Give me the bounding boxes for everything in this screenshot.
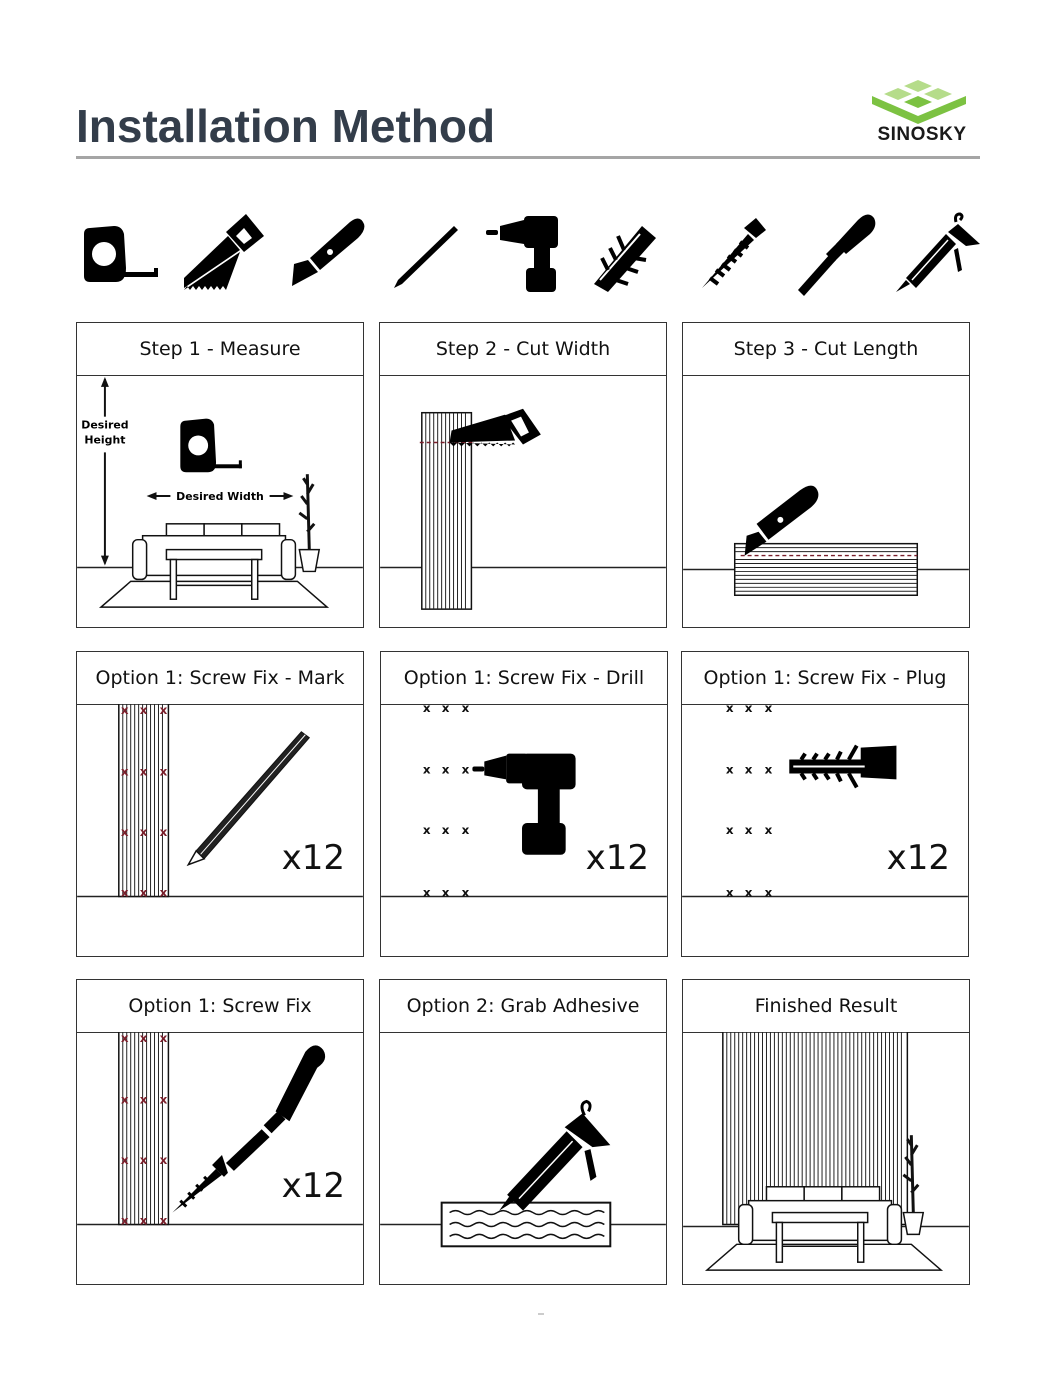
quantity-label: x12: [281, 1166, 345, 1206]
panel-title: Option 1: Screw Fix - Drill: [381, 652, 667, 705]
svg-text:x: x: [744, 822, 753, 837]
panel-screw-fix-mark: [76, 651, 364, 957]
tools-row: [76, 208, 980, 300]
svg-text:x: x: [725, 704, 734, 715]
page-title: Installation Method: [76, 100, 496, 152]
panel-step-3-cut-length: [682, 322, 970, 628]
svg-text:x: x: [139, 1032, 148, 1045]
quantity-label: x12: [585, 838, 649, 878]
plug-illustration: [682, 704, 968, 956]
panel-grab-adhesive: [379, 979, 667, 1285]
svg-text:x: x: [139, 764, 148, 779]
cordless-drill-icon: [484, 208, 574, 300]
cordless-drill-icon: [472, 754, 575, 855]
brand-name: SINOSKY: [877, 124, 967, 145]
svg-text:x: x: [725, 822, 734, 837]
svg-text:x: x: [139, 704, 148, 717]
panel-title: Option 1: Screw Fix: [77, 980, 363, 1033]
svg-text:x: x: [159, 824, 168, 839]
screw-fix-illustration: [77, 1032, 363, 1284]
panel-screw-fix: [76, 979, 364, 1285]
panel-step-1-measure: [76, 322, 364, 628]
svg-text:x: x: [422, 822, 431, 837]
svg-text:x: x: [461, 704, 470, 715]
panel-title: Option 1: Screw Fix - Mark: [77, 652, 363, 705]
svg-text:x: x: [725, 885, 734, 900]
svg-text:x: x: [139, 1152, 148, 1167]
svg-text:x: x: [159, 1213, 168, 1228]
utility-knife-icon: [280, 208, 370, 300]
panel-screw-fix-drill: [380, 651, 668, 957]
svg-text:x: x: [422, 885, 431, 900]
svg-text:x: x: [120, 764, 129, 779]
svg-text:x: x: [441, 704, 450, 715]
svg-text:x: x: [441, 762, 450, 777]
drill-illustration: [381, 704, 667, 956]
svg-text:x: x: [764, 704, 773, 715]
svg-text:x: x: [159, 1152, 168, 1167]
panel-title: Step 2 - Cut Width: [380, 323, 666, 376]
svg-text:x: x: [120, 1032, 129, 1045]
quantity-label: x12: [281, 838, 345, 878]
svg-text:x: x: [159, 885, 168, 900]
mark-illustration: [77, 704, 363, 956]
caulking-gun-icon: [499, 1101, 610, 1210]
svg-text:x: x: [159, 764, 168, 779]
svg-text:Desired Width: Desired Width: [176, 490, 264, 504]
svg-text:x: x: [422, 762, 431, 777]
svg-text:x: x: [139, 1213, 148, 1228]
quantity-label: x12: [886, 838, 950, 878]
wall-plug-icon: [789, 746, 896, 788]
panel-screw-fix-plug: [681, 651, 969, 957]
svg-text:x: x: [764, 762, 773, 777]
panel-step-2-cut-width: [379, 322, 667, 628]
screw-icon: [688, 208, 778, 300]
svg-text:x: x: [461, 885, 470, 900]
svg-text:x: x: [764, 822, 773, 837]
screw-icon: [172, 1155, 228, 1213]
screw-marks: [726, 704, 773, 899]
svg-text:Desired: Desired: [81, 418, 129, 432]
hand-saw-icon: [178, 208, 268, 300]
svg-text:x: x: [139, 824, 148, 839]
screw-marks: [423, 704, 470, 899]
cut-length-illustration: [683, 375, 969, 627]
caulking-gun-icon: [892, 208, 982, 300]
panel-title: Option 2: Grab Adhesive: [380, 980, 666, 1033]
svg-text:x: x: [725, 762, 734, 777]
panel-finished-result: [682, 979, 970, 1285]
screwdriver-icon: [226, 1045, 325, 1171]
svg-text:x: x: [139, 1092, 148, 1107]
svg-text:x: x: [159, 704, 168, 717]
svg-text:x: x: [139, 885, 148, 900]
brand-logo: [862, 74, 982, 150]
panel-title: Step 3 - Cut Length: [683, 323, 969, 376]
svg-text:x: x: [120, 704, 129, 717]
panel-title: Step 1 - Measure: [77, 323, 363, 376]
wall-plug-icon: [586, 208, 676, 300]
svg-text:x: x: [159, 1092, 168, 1107]
panel-title: Finished Result: [683, 980, 969, 1033]
finished-illustration: [683, 1032, 969, 1284]
svg-text:x: x: [120, 1152, 129, 1167]
sofa-scene-icon: [101, 524, 327, 607]
header-divider: [76, 156, 980, 159]
svg-text:x: x: [744, 704, 753, 715]
svg-text:x: x: [422, 704, 431, 715]
cut-width-illustration: [380, 375, 666, 627]
screwdriver-icon: [790, 208, 880, 300]
footer-mark: [538, 1313, 544, 1315]
pencil-icon: [382, 208, 472, 300]
logo-tiles-icon: [862, 74, 982, 124]
svg-text:x: x: [159, 1032, 168, 1045]
tape-measure-icon: [180, 419, 242, 473]
tape-measure-icon: [76, 208, 166, 300]
svg-text:x: x: [744, 885, 753, 900]
svg-text:x: x: [120, 824, 129, 839]
svg-text:x: x: [461, 762, 470, 777]
panel-title: Option 1: Screw Fix - Plug: [682, 652, 968, 705]
svg-text:Height: Height: [84, 433, 126, 447]
svg-text:x: x: [120, 885, 129, 900]
svg-text:x: x: [441, 885, 450, 900]
svg-text:x: x: [744, 762, 753, 777]
measure-illustration: [77, 375, 363, 627]
svg-text:x: x: [441, 822, 450, 837]
adhesive-illustration: [380, 1032, 666, 1284]
svg-text:x: x: [461, 822, 470, 837]
svg-text:x: x: [764, 885, 773, 900]
svg-text:x: x: [120, 1213, 129, 1228]
svg-text:x: x: [120, 1092, 129, 1107]
